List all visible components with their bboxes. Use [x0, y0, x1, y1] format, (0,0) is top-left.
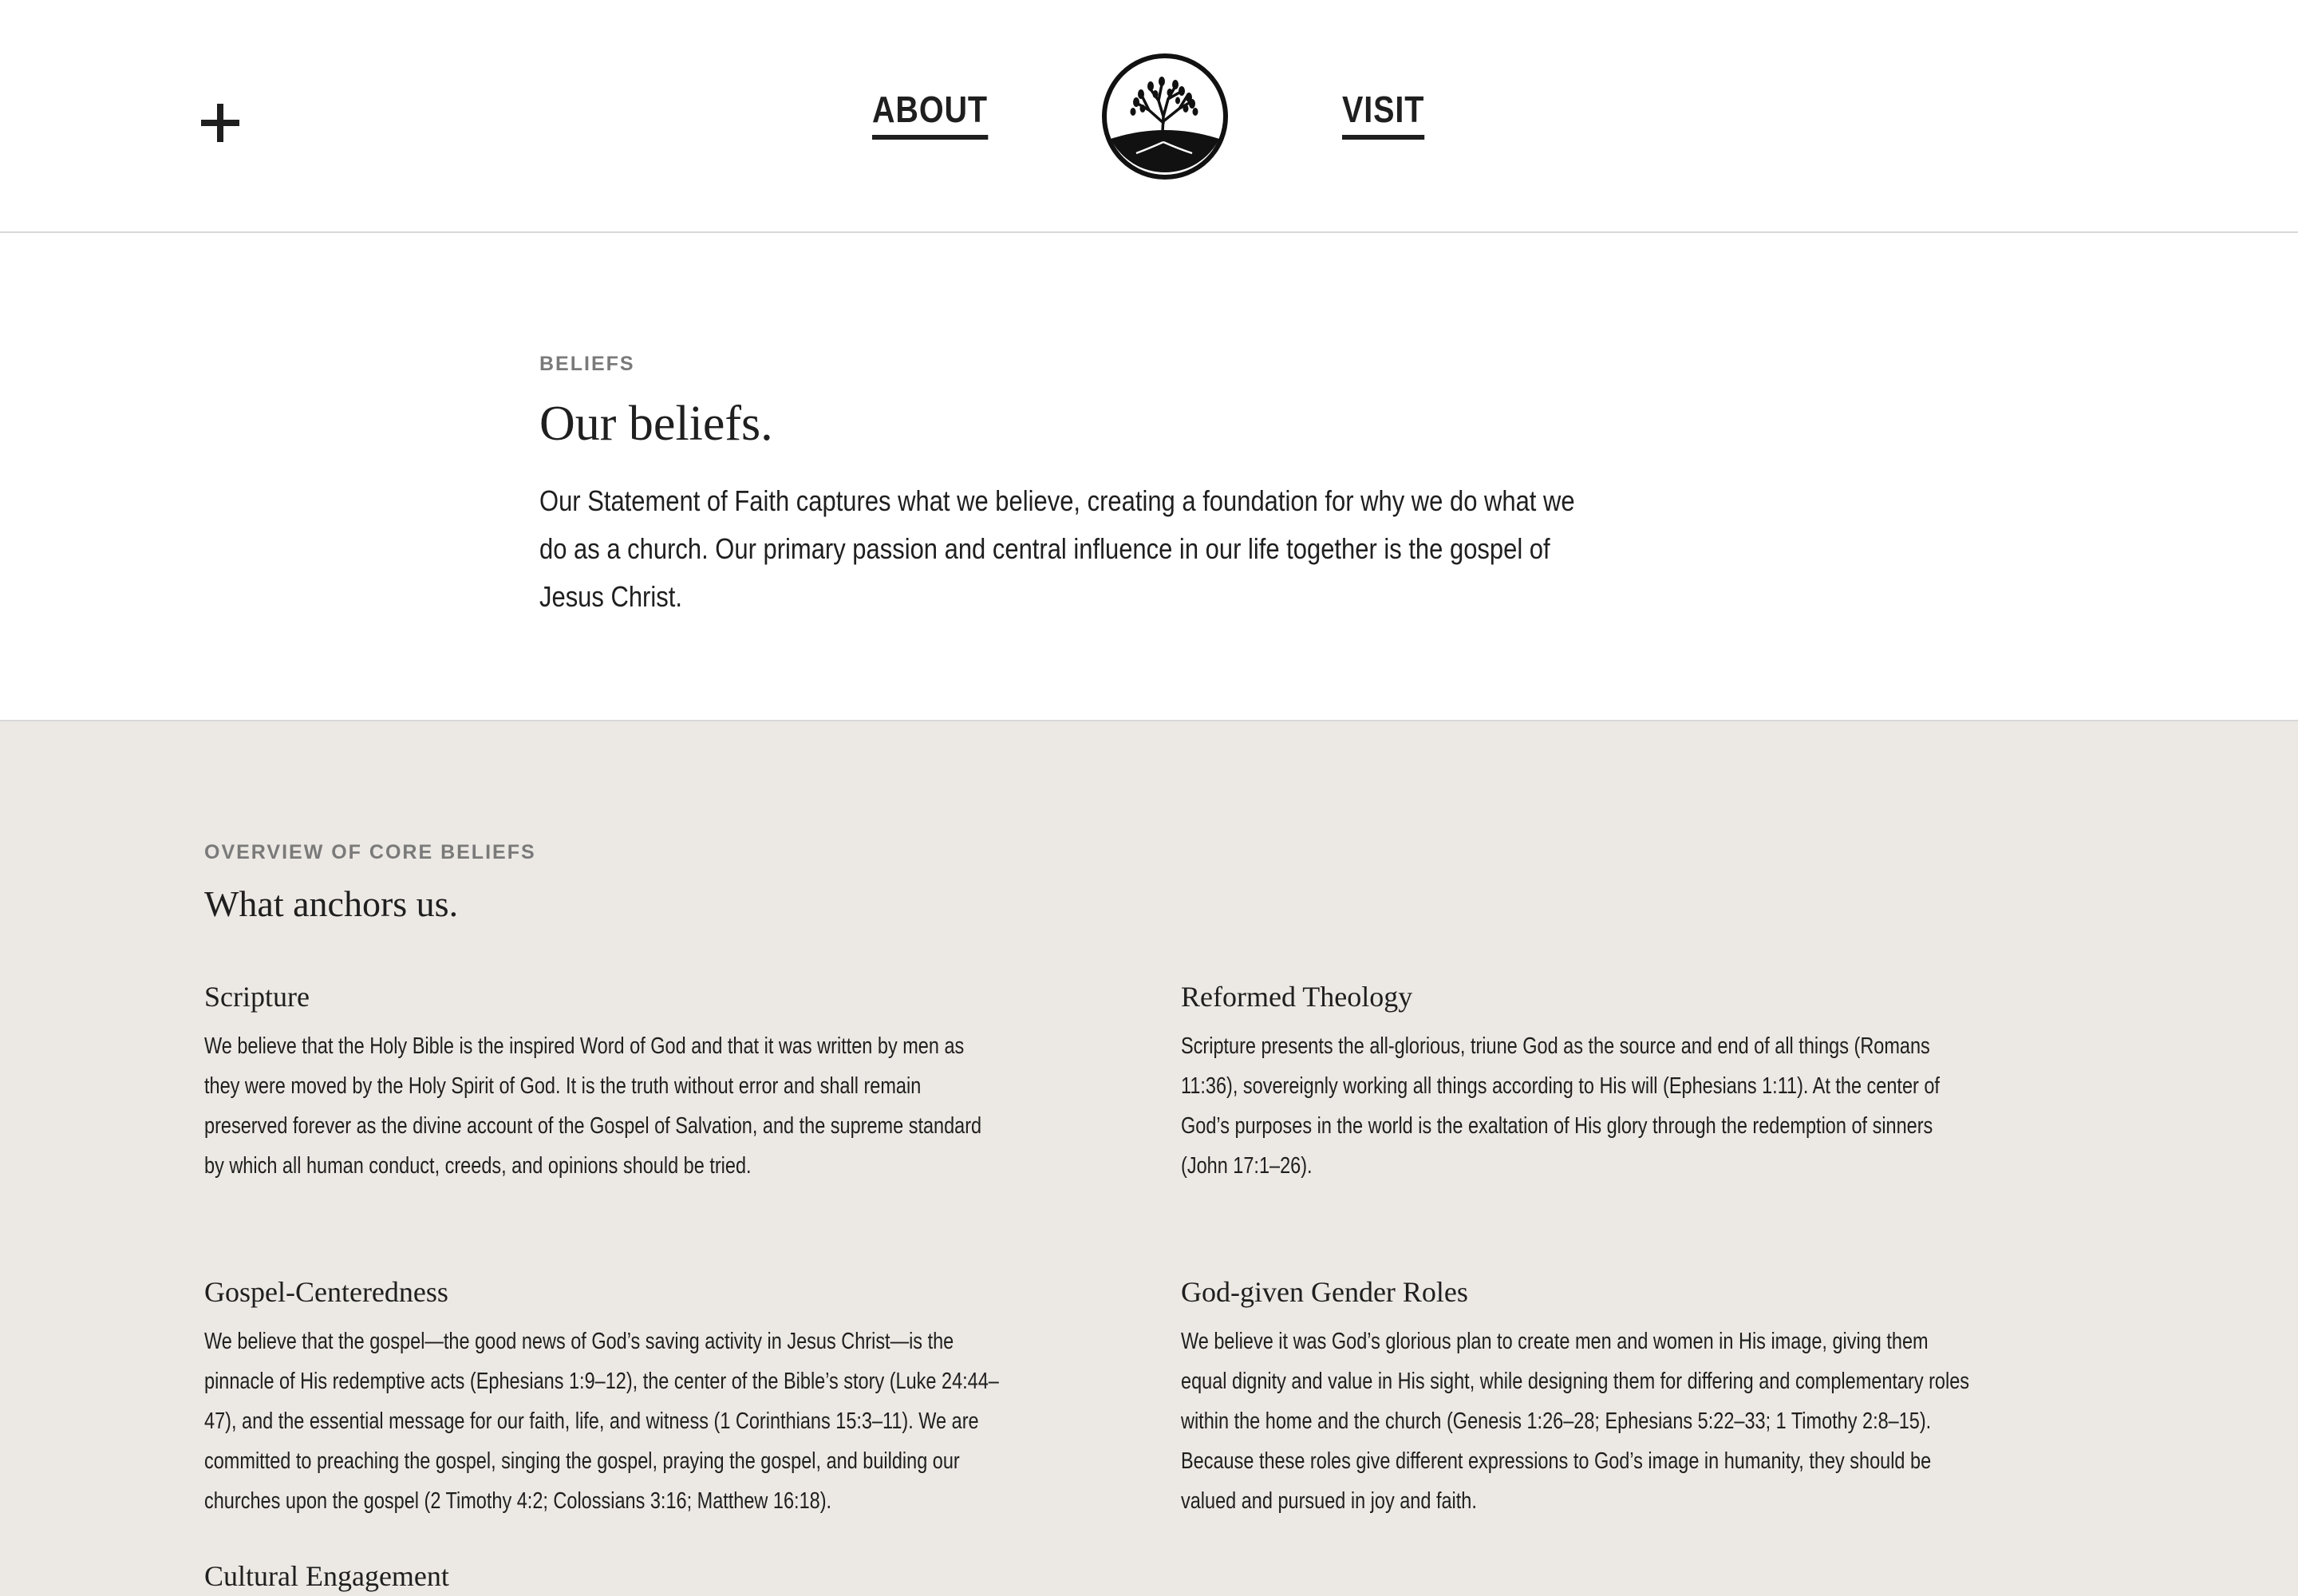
- nav-visit-link[interactable]: VISIT: [1342, 89, 1424, 140]
- belief-text: Scripture presents the all-glorious, triune God as the source and end of all things (Romans 11:36), sovereignly working all things according to His will (Ephesians 1:11). At the center of God’s purposes in the world is the exaltation of His glory through the redemption of sinners (John 17:1–26).: [1181, 1033, 1940, 1179]
- belief-text: We believe that the gospel—the good news of God’s saving activity in Jesus Christ—is the pinnacle of His redemptive acts (Ephesians 1:9–12), the center of the Bible’s story (Luke 24:44–47), and the essential message for our faith, life, and witness (1 Corinthians 15:3–11). We are committed to preaching the gospel, singing the gospel, praying the gospel, and building our churches upon the gospel (2 Timothy 4:2; Colossians 3:16; Matthew 16:18).: [204, 1329, 999, 1514]
- belief-title: Reformed Theology: [1181, 981, 1413, 1013]
- core-beliefs-section: [0, 721, 2298, 1596]
- site-header: [0, 0, 2298, 233]
- belief-title: God-given Gender Roles: [1181, 1276, 1468, 1308]
- belief-text: We believe it was God’s glorious plan to create men and women in His image, giving them equal dignity and value in His sight, while designing them for differing and complementary roles within the home and the church (Genesis 1:26–28; Ephesians 5:22–33; 1 Timothy 2:8–15). Because these roles give different expressions to God’s image in humanity, they should be valued and pursued in joy and faith.: [1181, 1329, 1970, 1514]
- belief-scripture: [204, 980, 1186, 1186]
- belief-gender-roles: [1181, 1275, 2162, 1521]
- belief-gospel-centeredness: [204, 1275, 1186, 1521]
- belief-cultural-engagement: [204, 1559, 1186, 1596]
- belief-reformed-theology: [1181, 980, 2162, 1186]
- logo-tree-graphic: [1101, 53, 1229, 180]
- core-eyebrow: OVERVIEW OF CORE BELIEFS: [204, 841, 536, 863]
- nav-about-link[interactable]: ABOUT: [872, 89, 988, 140]
- belief-title: Cultural Engagement: [204, 1560, 449, 1592]
- plus-icon[interactable]: [201, 94, 239, 147]
- belief-title: Gospel-Centeredness: [204, 1276, 448, 1308]
- intro-description: Our Statement of Faith captures what we believe, creating a foundation for why we do what we do as a church. Our primary passion and central influence in our life together is the gospel of Jesus Christ.: [539, 484, 1575, 613]
- belief-text: We believe that the Holy Bible is the inspired Word of God and that it was written by men as they were moved by the Holy Spirit of God. It is the truth without error and shall remain preserved forever as the divine account of the Gospel of Salvation, and the supreme standard by which all human conduct, creeds, and opinions should be tried.: [204, 1033, 982, 1179]
- intro-eyebrow: BELIEFS: [539, 353, 635, 375]
- beliefs-intro: [0, 233, 2298, 721]
- core-title: What anchors us.: [204, 883, 459, 924]
- tree-icon[interactable]: [1101, 53, 1229, 180]
- page-title: Our beliefs.: [539, 397, 773, 451]
- belief-title: Scripture: [204, 981, 310, 1013]
